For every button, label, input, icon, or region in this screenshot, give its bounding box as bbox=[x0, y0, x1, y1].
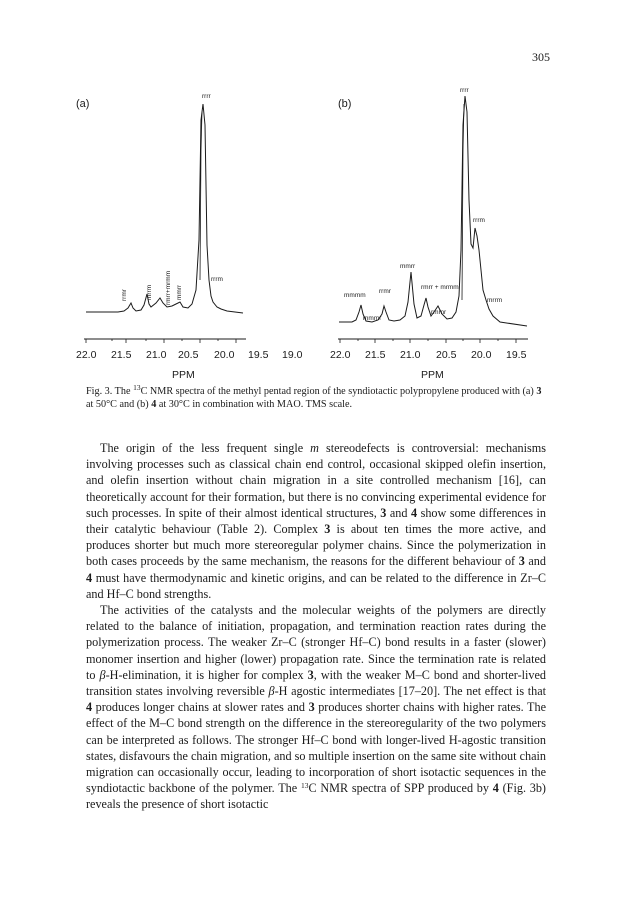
text-run: show some differences in their catalytic behaviour (Table 2). Complex bbox=[86, 505, 546, 537]
spectrum-trace-b-peak-edge bbox=[462, 104, 464, 300]
text-run: must have thermodynamic and kinetic origins, and can be related to the difference in Zr–C and Hf–C bond strengths. bbox=[86, 570, 546, 601]
figure-caption bbox=[86, 383, 544, 411]
text-run: The origin of the less frequent single bbox=[100, 441, 311, 455]
text-run: The activities of the catalysts and the molecular weights of the polymers are directly related to the balance of initiation, propagation, and termination reaction rates during the polymerization process. The weaker Zr–C (stronger Hf–C) bond results in a faster (slower) monomer insertion and higher (lower) propagation rate. Since the termination rate is related to bbox=[86, 603, 546, 682]
text-run: produces shorter chains with higher rates. The effect of the M–C bond strength on the difference in the stereoregularity of the two polymers can be interpreted as follows. The stronger Hf–C bond with longer-lived H-agostic transition states, disfavours the chain migration, and so multiple insertion on the same site without chain migration can occasionally occur, leading to incorporation of short isotactic sequences in the syndiotactic backbone of the polymer. The bbox=[86, 700, 546, 796]
axis-unit-a: PPM bbox=[172, 369, 195, 381]
text-run: stereodefects is controversial: mechanisms involving processes such as classical chain end control, occasional skipped olefin insertion, and olefin insertion without chain migration in a site controlled mechanism [16], can theoretically account for their formation, but there is no convincing experimental evidence for such processes. In spite of their almost identical structures, bbox=[86, 441, 546, 520]
axis-ticks-a bbox=[86, 339, 236, 343]
tick-label-a-4: 20.0 bbox=[214, 349, 235, 361]
nmr-spectra-figure bbox=[0, 0, 624, 384]
peak-label-b-rrrm: rrrm bbox=[473, 217, 485, 224]
text-run: , with the weaker M–C bond and shorter-lived transition states involving reversible bbox=[86, 667, 546, 699]
tick-label-b-4: 20.0 bbox=[471, 349, 492, 361]
peak-label-a-mmrr: mmrr bbox=[176, 284, 183, 300]
paragraph-2 bbox=[86, 602, 546, 813]
text-italic: m bbox=[310, 441, 319, 455]
caption-compound: 3 bbox=[536, 386, 542, 397]
compound-number: 4 bbox=[86, 700, 93, 715]
spectrum-trace-b bbox=[339, 96, 527, 326]
peak-label-a-rmrr-mrmm: rmrr+mrmm bbox=[165, 270, 172, 305]
peak-label-b-mmrr: mmrr bbox=[400, 263, 416, 270]
text-run: and bbox=[386, 505, 411, 520]
compound-number: 4 bbox=[492, 781, 499, 796]
tick-label-b-5: 19.5 bbox=[506, 349, 527, 361]
tick-label-a-0: 22.0 bbox=[76, 349, 97, 361]
compound-number: 3 bbox=[380, 505, 387, 520]
peak-label-b-mrrm: mrrm bbox=[487, 297, 503, 304]
caption-superscript: 13 bbox=[133, 383, 141, 392]
tick-label-b-0: 22.0 bbox=[330, 349, 351, 361]
body-text bbox=[86, 440, 546, 813]
tick-label-a-6: 19.0 bbox=[282, 349, 303, 361]
peak-label-b-mmmr: mmmr bbox=[363, 315, 382, 322]
compound-number: 3 bbox=[308, 700, 315, 715]
panel-a-label: (a) bbox=[76, 98, 90, 110]
tick-label-a-2: 21.0 bbox=[146, 349, 167, 361]
compound-number: 3 bbox=[307, 667, 314, 682]
compound-number: 4 bbox=[86, 570, 93, 585]
caption-compound: 4 bbox=[151, 398, 157, 410]
text-run: produces longer chains at slower rates and bbox=[92, 700, 309, 715]
text-run: and bbox=[524, 554, 546, 569]
axis-unit-b: PPM bbox=[421, 369, 444, 381]
peak-label-b-rmrr-mrmm: rmrr + mrmm bbox=[421, 284, 459, 291]
text-superscript: 13 bbox=[300, 781, 309, 791]
tick-label-b-3: 20.5 bbox=[436, 349, 457, 361]
tick-label-b-1: 21.5 bbox=[365, 349, 386, 361]
text-run: -H agostic intermediates [17–20]. The net effect is that bbox=[274, 684, 546, 699]
peak-label-a-mrrm: mrrm bbox=[146, 284, 153, 300]
compound-number: 3 bbox=[324, 522, 331, 537]
peak-label-b-rmmr: rmmr bbox=[431, 309, 447, 316]
text-italic: β bbox=[268, 684, 275, 699]
text-italic: β bbox=[99, 667, 106, 682]
compound-number: 4 bbox=[410, 505, 418, 520]
panel-b-label: (b) bbox=[338, 98, 352, 110]
caption-part: C NMR spectra of the methyl pentad region of the syndiotactic polypropylene produced with (a) bbox=[140, 386, 537, 397]
peak-label-a-rrmr: rrmr bbox=[121, 289, 128, 301]
text-run: -H-elimination, it is higher for complex bbox=[105, 667, 308, 682]
peak-label-a-rrrr: rrrr bbox=[202, 93, 211, 100]
tick-label-a-1: 21.5 bbox=[111, 349, 132, 361]
peak-label-b-rrmr: rrmr bbox=[379, 288, 391, 295]
caption-part: at 50°C and (b) bbox=[86, 398, 152, 410]
page-number: 305 bbox=[532, 50, 550, 64]
paragraph-1 bbox=[86, 440, 546, 602]
peak-label-a-rrrm: rrrm bbox=[211, 276, 223, 283]
text-run: C NMR spectra of SPP produced by bbox=[308, 781, 493, 796]
tick-label-a-3: 20.5 bbox=[178, 349, 199, 361]
peak-label-b-rrrr: rrrr bbox=[460, 87, 469, 94]
caption-part: Fig. 3. The bbox=[86, 386, 134, 397]
tick-label-a-5: 19.5 bbox=[248, 349, 269, 361]
tick-label-b-2: 21.0 bbox=[400, 349, 421, 361]
text-run: (Fig. 3b) reveals the presence of short isotactic bbox=[86, 781, 546, 812]
caption-part: at 30°C in combination with MAO. TMS scale. bbox=[156, 398, 353, 410]
text-run: is about ten times the more active, and produces shorter but much more stereoregular polymer chains. Since the polymerization in both cases proceeds by the same mechanism, the reasons for the different behaviour of bbox=[86, 522, 546, 569]
peak-label-b-mmmm: mmmm bbox=[344, 292, 366, 299]
compound-number: 3 bbox=[518, 554, 525, 569]
axis-ticks-b bbox=[340, 339, 516, 343]
